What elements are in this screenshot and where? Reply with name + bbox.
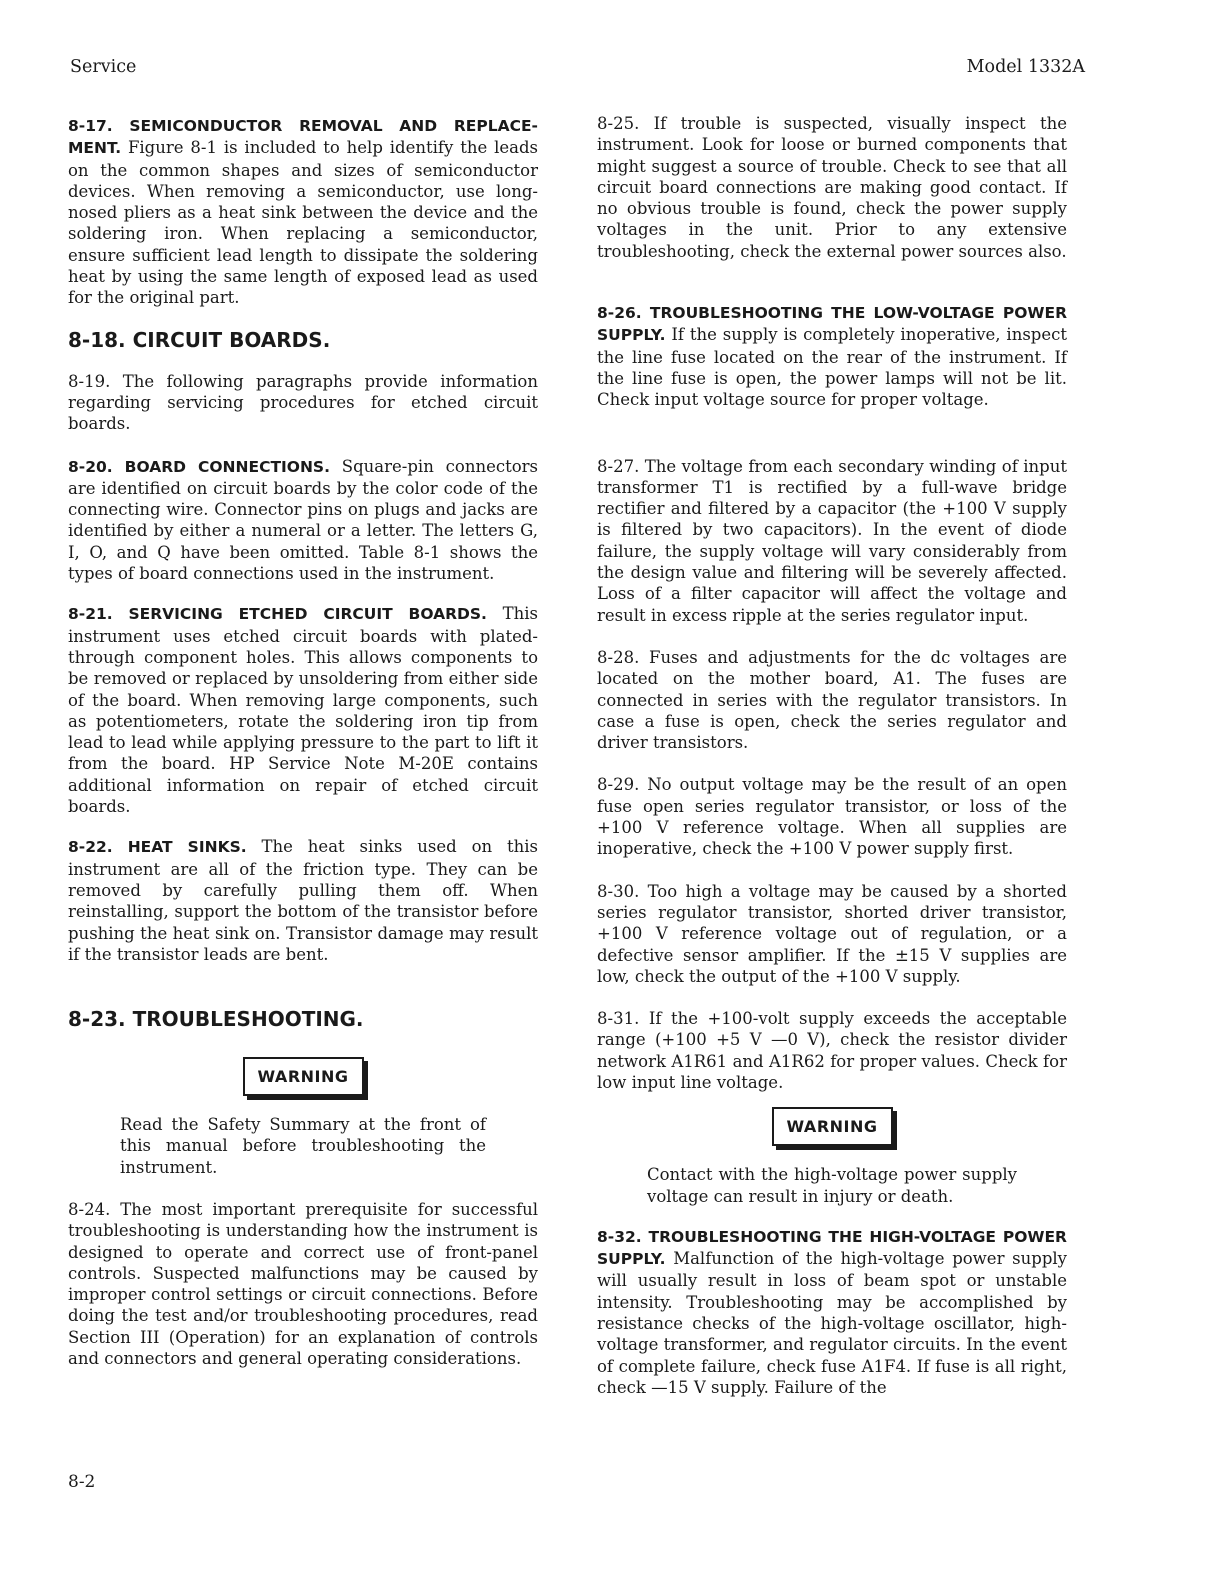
warning-label: WARNING xyxy=(772,1107,893,1146)
paragraph-8-32-text: Malfunction of the high-voltage power supply will usually result in loss of beam spot or unstable intensity. Troubleshooting may be accomplished by resistance checks of the high-voltage oscillator, high-voltage transformer, and regulator circuits. In the event of complete failure, check fuse A1F4. If fuse is all right, check —15 V supply. Failure of the xyxy=(597,1249,1067,1397)
running-header-section: Service xyxy=(70,57,137,77)
paragraph-8-20 xyxy=(68,456,538,585)
heading-8-23: 8-23. TROUBLESHOOTING. xyxy=(68,1007,364,1032)
subheading-8-22: 8-22. HEAT SINKS. xyxy=(68,838,247,857)
paragraph-8-26-text: If the supply is completely inoperative, inspect the line fuse located on the rear of the instrument. If the line fuse is open, the power lamps will not be lit. Check input voltage source for proper voltage. xyxy=(597,325,1067,410)
subheading-8-21: 8-21. SERVICING ETCHED CIRCUIT BOARDS. xyxy=(68,605,487,624)
paragraph-8-22 xyxy=(68,836,538,965)
paragraph-8-17-text: Figure 8-1 is included to help identify the leads on the common shapes and sizes of semiconductor devices. When removing a semiconductor, use long-nosed pliers as a heat sink between the device and the soldering iron. When replacing a semiconductor, ensure sufficient lead length to dissipate the soldering heat by using the same length of exposed lead as used for the original part. xyxy=(68,138,538,308)
paragraph-8-20-text: Square-pin connectors are identified on circuit boards by the color code of the connecting wire. Connector pins on plugs and jacks are identified by either a numeral or a letter. The letters G, I, O, and Q have been omitted. Table 8-1 shows the types of board connections used in the instrument. xyxy=(68,456,538,584)
paragraph-8-24: 8-24. The most important prerequisite for successful troubleshooting is understanding how the instrument is designed to operate and correct use of front-panel controls. Suspected malfunctions may be caused by improper control settings or circuit connections. Before doing the test and/or troubleshooting procedures, read Section III (Operation) for an explanation of controls and connectors and general operating considerations. xyxy=(68,1199,538,1369)
subheading-8-26: 8-26. TROUBLESHOOTING THE LOW-VOLTAGE POWER SUPPLY. xyxy=(597,304,1067,345)
warning-block-2 xyxy=(597,1107,1067,1146)
paragraph-8-17 xyxy=(68,115,538,309)
paragraph-8-30: 8-30. Too high a voltage may be caused by a shorted series regulator transistor, shorted driver transistor, +100 V reference voltage out of regulation, or a defective sensor amplifier. If the ±15 V supplies are low, check the output of the +100 V supply. xyxy=(597,881,1067,986)
paragraph-8-25: 8-25. If trouble is suspected, visually inspect the instrument. Look for loose or burned components that might suggest a source of trouble. Check to see that all circuit board connections are making good contact. If no obvious trouble is found, check the power supply voltages in the unit. Prior to any extensive troubleshooting, check the external power sources also. xyxy=(597,114,1067,261)
heading-8-18: 8-18. CIRCUIT BOARDS. xyxy=(68,327,331,352)
subheading-8-17: 8-17. SEMICONDUCTOR REMOVAL AND REPLACE-MENT. xyxy=(68,117,538,158)
paragraph-8-32 xyxy=(597,1226,1067,1398)
warning-block-1 xyxy=(68,1057,538,1096)
paragraph-8-19: 8-19. The following paragraphs provide information regarding servicing procedures for etched circuit boards. xyxy=(68,371,538,434)
running-header-model: Model 1332A xyxy=(966,57,1085,77)
paragraph-8-28: 8-28. Fuses and adjustments for the dc voltages are located on the mother board, A1. The fuses are connected in series with the regulator transistors. In case a fuse is open, check the series regulator and driver transistors. xyxy=(597,647,1067,753)
warning-text-1: Read the Safety Summary at the front of this manual before troubleshooting the instrument. xyxy=(120,1115,486,1177)
paragraph-8-29: 8-29. No output voltage may be the result of an open fuse open series regulator transistor, or loss of the +100 V reference voltage. When all supplies are inoperative, check the +100 V power supply first. xyxy=(597,775,1067,859)
paragraph-8-26 xyxy=(597,302,1067,410)
paragraph-8-21 xyxy=(68,603,538,817)
paragraph-8-31: 8-31. If the +100-volt supply exceeds the acceptable range (+100 +5 V —0 V), check the resistor divider network A1R61 and A1R62 for proper values. Check for low input line voltage. xyxy=(597,1009,1067,1092)
paragraph-8-22-text: The heat sinks used on this instrument are all of the friction type. They can be removed by carefully pulling them off. When reinstalling, support the bottom of the transistor before pushing the heat sink on. Transistor damage may result if the transistor leads are bent. xyxy=(68,837,539,964)
right-column xyxy=(597,113,1067,1398)
paragraph-8-21-text: This instrument uses etched circuit boards with plated-through component holes. This allows components to be removed or replaced by unsoldering from either side of the board. When removing large components, such as potentiometers, rotate the soldering iron tip from lead to lead while applying pressure to the part to lift it from the board. HP Service Note M-20E contains additional information on repair of etched circuit boards. xyxy=(68,604,538,817)
warning-text-2: Contact with the high-voltage power supply voltage can result in injury or death. xyxy=(647,1165,1017,1206)
left-column xyxy=(68,113,538,1369)
subheading-8-20: 8-20. BOARD CONNECTIONS. xyxy=(68,457,330,476)
warning-label: WARNING xyxy=(243,1057,364,1096)
page-number: 8-2 xyxy=(68,1472,96,1492)
subheading-8-32: 8-32. TROUBLESHOOTING THE HIGH-VOLTAGE POWER SUPPLY. xyxy=(597,1227,1067,1269)
paragraph-8-27: 8-27. The voltage from each secondary winding of input transformer T1 is rectified by a full-wave bridge rectifier and filtered by a capacitor (the +100 V supply is filtered by two capacitors). In the event of diode failure, the supply voltage will vary considerably from the design value and filtering will be severely affected. Loss of a filter capacitor will affect the voltage and result in excess ripple at the series regulator input. xyxy=(597,456,1067,625)
